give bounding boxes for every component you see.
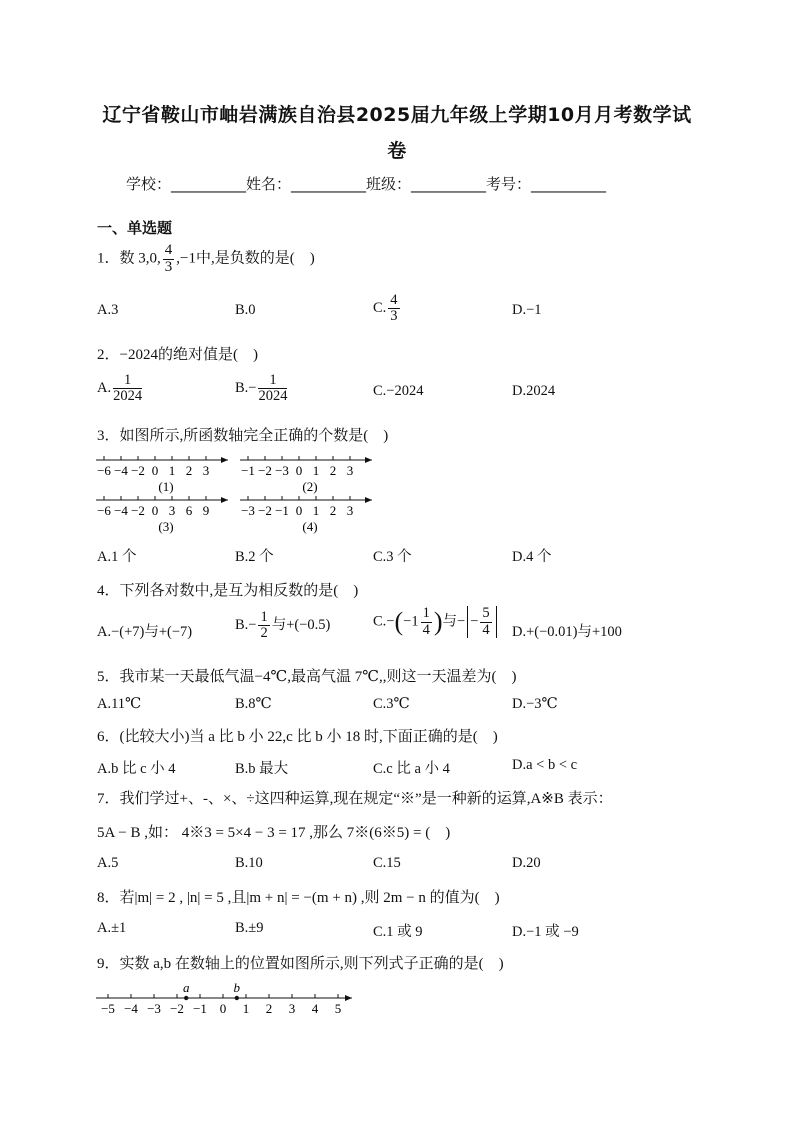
q1-fraction: $\frac{4}{3}$ <box>164 242 173 275</box>
q9-tick-label: −1 <box>193 1001 207 1016</box>
q7-option-c[interactable]: C.15 <box>373 855 401 871</box>
q3-axis-4-tick-label: −3 <box>241 503 255 518</box>
q9-point-b-label: b <box>233 980 241 995</box>
q3-axis-1-tick-label: 1 <box>168 463 176 478</box>
q7-option-d[interactable]: D.20 <box>512 855 541 871</box>
q3-option-d[interactable]: D.4 个 <box>512 549 552 565</box>
question-5: 5．我市某一天最低气温−4℃,最高气温 7℃,,则这一天温差为( ) <box>97 669 517 685</box>
q9-axis-arrow <box>345 995 352 1001</box>
q5-option-a[interactable]: A.11℃ <box>97 696 142 712</box>
q3-axis-4-arrow <box>365 497 372 503</box>
q9-tick-label: 3 <box>288 1001 296 1016</box>
q6-option-a[interactable]: A.b 比 c 小 4 <box>97 761 176 777</box>
q3-axis-3-tick-label: 9 <box>202 503 210 518</box>
q7-option-b[interactable]: B.10 <box>235 855 263 871</box>
question-4: 4．下列各对数中,是互为相反数的是( ) <box>97 583 359 599</box>
q3-axis-4-tick-label: 0 <box>295 503 303 518</box>
question-1 <box>97 243 315 276</box>
q1-option-d[interactable]: D.−1 <box>512 302 542 318</box>
q3-axis-1-arrow <box>221 457 228 463</box>
q1-text-post: ,−1中,是负数的是( ) <box>176 250 315 267</box>
q9-point-a-label: a <box>182 980 190 995</box>
q3-axis-2-caption: (2) <box>302 479 318 494</box>
q3-axis-1-tick-label: 3 <box>202 463 210 478</box>
q9-tick-label: 0 <box>219 1001 227 1016</box>
q9-tick-label: 2 <box>265 1001 273 1016</box>
q3-axis-4-caption: (4) <box>302 519 318 534</box>
q9-point-b <box>235 996 239 1000</box>
exam-title-line2: 卷 <box>387 140 407 162</box>
q3-axis-2-tick-label: −1 <box>241 463 255 478</box>
q1-option-b[interactable]: B.0 <box>235 302 256 318</box>
q9-tick-label: −4 <box>124 1001 138 1016</box>
q3-axis-1-tick-label: 0 <box>151 463 159 478</box>
q3-axis-2-tick-label: −3 <box>275 463 289 478</box>
q5-option-c[interactable]: C.3℃ <box>373 696 410 712</box>
q3-axis-3-tick-label: −6 <box>97 503 111 518</box>
q3-axis-2-tick-label: 2 <box>329 463 337 478</box>
q3-axis-3-tick-label: 3 <box>168 503 176 518</box>
q9-tick-label: −2 <box>170 1001 184 1016</box>
q9-tick-label: 1 <box>242 1001 250 1016</box>
question-7-line1: 7．我们学过+、-、×、÷这四种运算,现在规定“※”是一种新的运算,A※B 表示： <box>97 791 613 807</box>
q3-axis-2-tick-label: −2 <box>258 463 272 478</box>
q8-option-d[interactable]: D.−1 或 −9 <box>512 924 579 940</box>
q3-axis-2-tick-label: 3 <box>346 463 354 478</box>
q3-axis-3-tick-label: 0 <box>151 503 159 518</box>
q6-option-d[interactable]: D.a < b < c <box>512 757 578 773</box>
question-2: 2．−2024的绝对值是( ) <box>97 347 258 363</box>
q3-option-a[interactable]: A.1 个 <box>97 549 137 565</box>
q8-option-a[interactable]: A.±1 <box>97 920 127 936</box>
q5-option-d[interactable]: D.−3℃ <box>512 696 558 712</box>
q3-axis-3-caption: (3) <box>158 519 174 534</box>
q3-axis-2-arrow <box>365 457 372 463</box>
q3-axis-4-tick-label: −1 <box>275 503 289 518</box>
q4-option-b[interactable]: B.− $\frac{1}{2}$ 与+(−0.5) <box>235 609 331 642</box>
q1-text-pre: 1．数 3,0, <box>97 250 161 267</box>
question-6: 6．(比较大小)当 a 比 b 小 22,c 比 b 小 18 时,下面正确的是( ) <box>97 729 498 745</box>
q3-axis-2-tick-label: 0 <box>295 463 303 478</box>
q3-number-line-figure <box>92 448 382 536</box>
q2-option-d[interactable]: D.2024 <box>512 383 556 399</box>
q3-axis-2-tick-label: 1 <box>312 463 320 478</box>
q3-axis-1-tick-label: −4 <box>114 463 128 478</box>
q3-axis-4-tick-label: −2 <box>258 503 272 518</box>
q1-option-c[interactable]: C. $\frac{4}{3}$ <box>373 292 398 325</box>
q9-tick-label: −3 <box>147 1001 161 1016</box>
question-9: 9．实数 a,b 在数轴上的位置如图所示,则下列式子正确的是( ) <box>97 956 504 972</box>
q3-option-b[interactable]: B.2 个 <box>235 549 274 565</box>
q7-option-a[interactable]: A.5 <box>97 855 119 871</box>
q8-option-c[interactable]: C.1 或 9 <box>373 924 423 940</box>
q9-tick-label: 5 <box>334 1001 342 1016</box>
q3-axis-4-tick-label: 3 <box>346 503 354 518</box>
q3-axis-3-arrow <box>221 497 228 503</box>
q9-tick-label: −5 <box>101 1001 115 1016</box>
q5-option-b[interactable]: B.8℃ <box>235 696 272 712</box>
q2-option-c[interactable]: C.−2024 <box>373 383 424 399</box>
q6-option-c[interactable]: C.c 比 a 小 4 <box>373 761 450 777</box>
q4-option-d[interactable]: D.+(−0.01)与+100 <box>512 624 622 640</box>
question-3: 3．如图所示,所函数轴完全正确的个数是( ) <box>97 428 389 444</box>
section-title-single-choice: 一、单选题 <box>97 219 173 237</box>
q3-axis-3-tick-label: −4 <box>114 503 128 518</box>
q8-option-b[interactable]: B.±9 <box>235 920 264 936</box>
q9-point-a <box>184 996 188 1000</box>
question-7-line2: 5A − B ,如： 4※3 = 5×4 − 3 = 17 ,那么 7※(6※5) = ( ) <box>97 825 451 841</box>
q3-axis-1-tick-label: −6 <box>97 463 111 478</box>
q3-axis-4-tick-label: 2 <box>329 503 337 518</box>
exam-title-line1: 辽宁省鞍山市岫岩满族自治县2025届九年级上学期10月月考数学试 <box>102 104 692 126</box>
q3-option-c[interactable]: C.3 个 <box>373 549 412 565</box>
q4-option-a[interactable]: A.−(+7)与+(−7) <box>97 624 193 640</box>
student-info-line: 学校：__________姓名：__________班级：__________考号：__________ <box>126 175 607 193</box>
q1-option-a[interactable]: A.3 <box>97 302 119 318</box>
q3-axis-1-caption: (1) <box>158 479 174 494</box>
q2-option-a[interactable]: A. $\frac{1}{2024}$ <box>97 372 143 405</box>
q9-number-line-figure <box>92 978 362 1020</box>
q9-tick-label: 4 <box>311 1001 319 1016</box>
q6-option-b[interactable]: B.b 最大 <box>235 761 289 777</box>
q3-axis-1-tick-label: 2 <box>185 463 193 478</box>
q4-option-c[interactable]: C.−(−1 $\frac{1}{4}$ )与− − $\frac{5}{4}$ <box>373 606 499 638</box>
q3-axis-3-tick-label: −2 <box>131 503 145 518</box>
q3-axis-1-tick-label: −2 <box>131 463 145 478</box>
q3-axis-4-tick-label: 1 <box>312 503 320 518</box>
q3-axis-3-tick-label: 6 <box>185 503 193 518</box>
question-8: 8．若|m| = 2 , |n| = 5 ,且|m + n| = −(m + n) ,则 2m − n 的值为( ) <box>97 890 500 906</box>
q2-option-b[interactable]: B.− $\frac{1}{2024}$ <box>235 372 288 405</box>
